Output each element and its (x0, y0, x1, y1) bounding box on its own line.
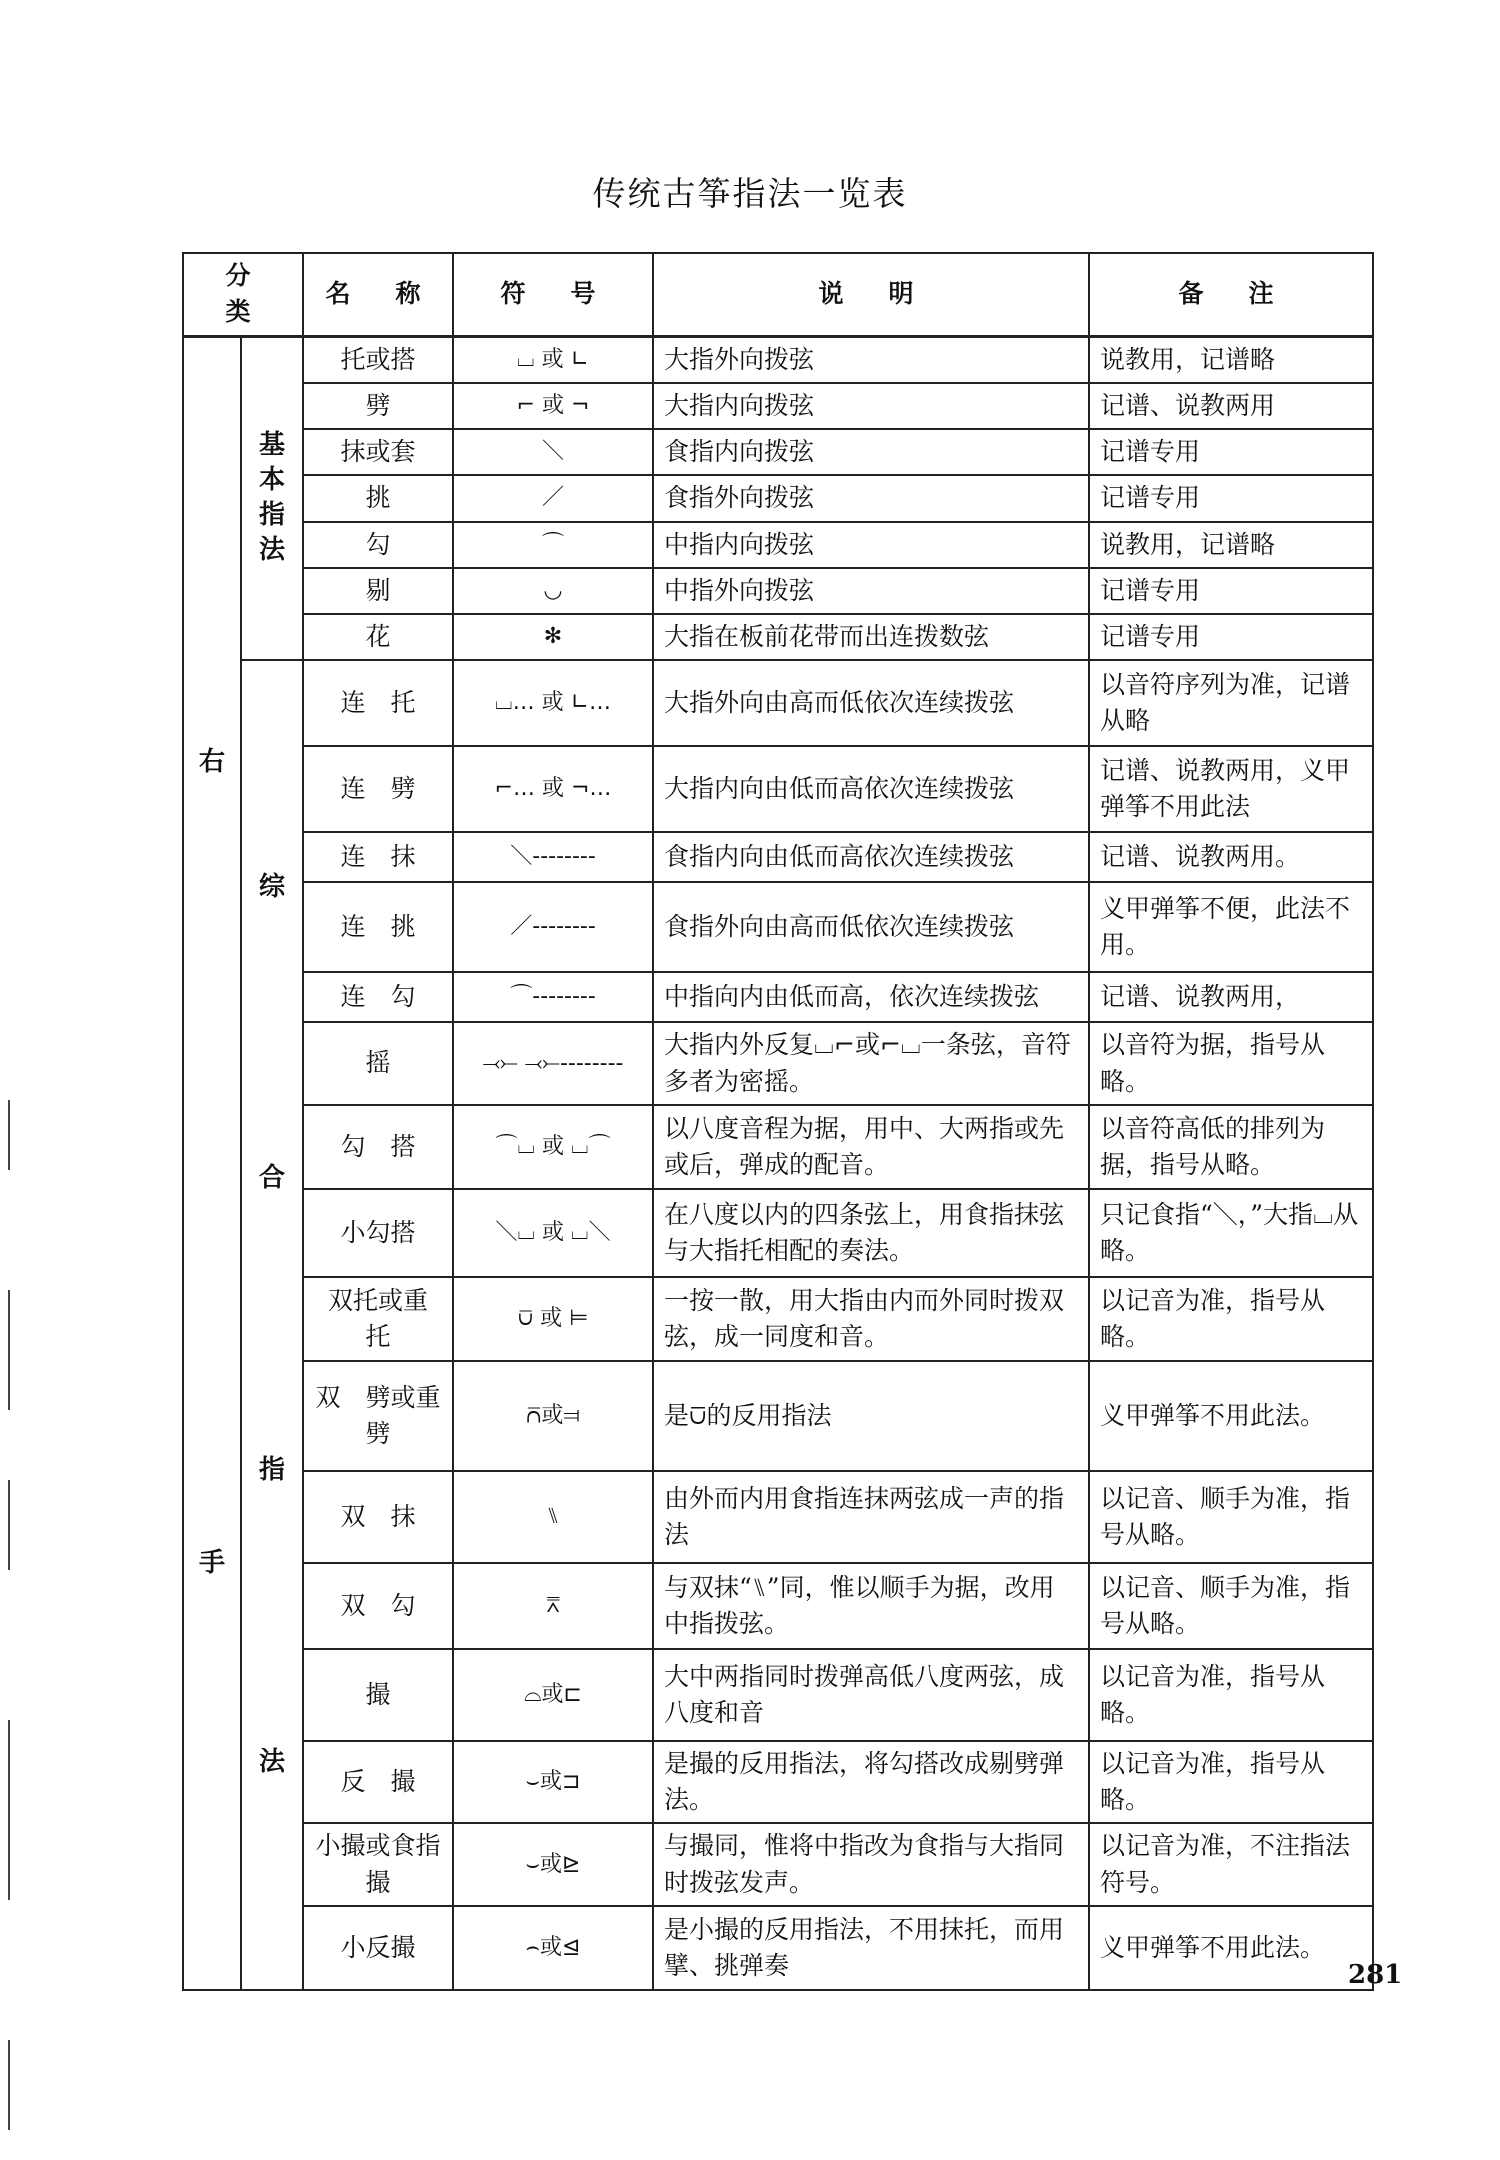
row-name: 双托或重 托 (303, 1277, 453, 1361)
row-description: 大指外向拨弦 (653, 336, 1089, 383)
row-description: 食指外向由高而低依次连续拨弦 (653, 882, 1089, 972)
table-row (183, 1906, 1373, 1990)
margin-line (8, 1290, 10, 1410)
header-name: 名 称 (303, 253, 453, 336)
row-name: 连 劈 (303, 746, 453, 832)
table-row (183, 1189, 1373, 1277)
row-symbol: ⌒⌴ 或 ⌴⌒ (453, 1105, 653, 1189)
row-remark: 义甲弹筝不用此法。 (1089, 1361, 1373, 1471)
row-remark: 记谱、说教两用， (1089, 972, 1373, 1022)
row-remark: 以记音为准，指号从略。 (1089, 1649, 1373, 1741)
table-row (183, 1649, 1373, 1741)
row-remark: 记谱专用 (1089, 568, 1373, 614)
row-description: 与撮同，惟将中指改为食指与大指同时拨弦发声。 (653, 1823, 1089, 1906)
margin-line (8, 2040, 10, 2130)
row-symbol: ＼ (453, 429, 653, 475)
row-remark: 只记食指“＼，”大指⌴从略。 (1089, 1189, 1373, 1277)
row-symbol: ⌴ 或 ∟ (453, 336, 653, 383)
table-row (183, 1361, 1373, 1471)
table-row (183, 882, 1373, 972)
row-remark: 以音符高低的排列为据，指号从略。 (1089, 1105, 1373, 1189)
row-description: 是撮的反用指法，将勾搭改成剔劈弹法。 (653, 1741, 1089, 1824)
row-remark: 以记音、顺手为准，指号从略。 (1089, 1471, 1373, 1563)
row-name: 花 (303, 614, 453, 660)
margin-line (8, 1720, 10, 1900)
table-row (183, 429, 1373, 475)
row-name: 连 托 (303, 660, 453, 746)
row-remark: 以记音为准，不注指法符号。 (1089, 1823, 1373, 1906)
row-symbol: ／-------- (453, 882, 653, 972)
row-name: 反 撮 (303, 1741, 453, 1824)
table-row (183, 746, 1373, 832)
row-description: 大指在板前花带而出连拨数弦 (653, 614, 1089, 660)
row-symbol: ／ (453, 475, 653, 521)
page-title: 传统古筝指法一览表 (592, 174, 908, 213)
table-row (183, 336, 1373, 383)
category-combined-char1: 综 (259, 871, 286, 902)
row-remark: 以记音为准，指号从略。 (1089, 1277, 1373, 1361)
row-description: 由外而内用食指连抹两弦成一声的指法 (653, 1471, 1089, 1563)
row-name: 双 劈或重 劈 (303, 1361, 453, 1471)
row-remark: 记谱、说教两用。 (1089, 832, 1373, 882)
row-remark: 说教用，记谱略 (1089, 336, 1373, 383)
category-combined-char2: 合 (259, 1163, 286, 1194)
category-combined-char3: 指 (259, 1455, 286, 1485)
category-combined (241, 660, 303, 1990)
row-description: 在八度以内的四条弦上，用食指抹弦与大指托相配的奏法。 (653, 1189, 1089, 1277)
row-name: 连 挑 (303, 882, 453, 972)
header-category: 分 类 (183, 253, 303, 336)
row-symbol: ⌐ 或 ¬ (453, 383, 653, 429)
row-description: 以八度音程为据，用中、大两指或先或后，弹成的配音。 (653, 1105, 1089, 1189)
header-symbol: 符 号 (453, 253, 653, 336)
row-symbol: ＼⌴ 或 ⌴＼ (453, 1189, 653, 1277)
table-row (183, 1563, 1373, 1649)
table-row (183, 475, 1373, 521)
row-name: 抹或套 (303, 429, 453, 475)
row-symbol: ⌣或⊐ (453, 1741, 653, 1824)
row-name: 托或搭 (303, 336, 453, 383)
row-name: 小撮或食指撮 (303, 1823, 453, 1906)
row-name: 劈 (303, 383, 453, 429)
row-remark: 说教用，记谱略 (1089, 522, 1373, 568)
page-number: 281 (1348, 1960, 1403, 1990)
row-description: 大指外向由高而低依次连续拨弦 (653, 660, 1089, 746)
category-right-hand-char1: 右 (198, 746, 225, 777)
row-remark: 以音符序列为准，记谱从略 (1089, 660, 1373, 746)
row-symbol: ⌒-------- (453, 972, 653, 1022)
row-description: 中指内向拨弦 (653, 522, 1089, 568)
table-row (183, 972, 1373, 1022)
row-description: 与双抹“⑊”同，惟以顺手为据，改用中指拨弦。 (653, 1563, 1089, 1649)
category-basic-label: 基本指法 (259, 430, 286, 566)
row-symbol: ⩂ 或 ⊨ (453, 1277, 653, 1361)
table-row (183, 522, 1373, 568)
row-name: 小反撮 (303, 1906, 453, 1990)
row-name: 剔 (303, 568, 453, 614)
row-symbol: ⤙⤚ ⤙⤚-------- (453, 1022, 653, 1105)
row-description: 大中两指同时拨弹高低八度两弦，成八度和音 (653, 1649, 1089, 1741)
row-remark: 以记音、顺手为准，指号从略。 (1089, 1563, 1373, 1649)
row-symbol: ＼-------- (453, 832, 653, 882)
table-row (183, 1022, 1373, 1105)
row-symbol: ⌢或⊴ (453, 1906, 653, 1990)
row-symbol: ✻ (453, 614, 653, 660)
row-name: 双 抹 (303, 1471, 453, 1563)
row-symbol: ◡ (453, 568, 653, 614)
row-name: 连 勾 (303, 972, 453, 1022)
table-row (183, 1105, 1373, 1189)
row-description: 是小撮的反用指法，不用抹托，而用擘、挑弹奏 (653, 1906, 1089, 1990)
table-row (183, 1741, 1373, 1824)
row-remark: 记谱专用 (1089, 429, 1373, 475)
row-description: 大指内外反复⌴⌐或⌐⌴一条弦，音符多者为密摇。 (653, 1022, 1089, 1105)
table-row (183, 383, 1373, 429)
row-description: 是⩂的反用指法 (653, 1361, 1089, 1471)
category-right-hand (183, 336, 241, 1990)
row-name: 勾 搭 (303, 1105, 453, 1189)
category-right-hand-char2: 手 (198, 1548, 225, 1579)
category-basic (241, 336, 303, 660)
row-name: 摇 (303, 1022, 453, 1105)
fingering-table (182, 252, 1374, 1991)
row-remark: 义甲弹筝不用此法。 (1089, 1906, 1373, 1990)
table-row (183, 614, 1373, 660)
row-remark: 记谱、说教两用，义甲弹筝不用此法 (1089, 746, 1373, 832)
table-row (183, 1471, 1373, 1563)
row-symbol: ⩞ (453, 1563, 653, 1649)
row-name: 小勾搭 (303, 1189, 453, 1277)
row-symbol: ⑊ (453, 1471, 653, 1563)
row-description: 中指外向拨弦 (653, 568, 1089, 614)
row-name: 挑 (303, 475, 453, 521)
category-combined-char4: 法 (259, 1746, 286, 1777)
row-description: 大指内向由低而高依次连续拨弦 (653, 746, 1089, 832)
row-name: 双 勾 (303, 1563, 453, 1649)
row-symbol: ⌣或⊵ (453, 1823, 653, 1906)
row-name: 连 抹 (303, 832, 453, 882)
table-row (183, 1823, 1373, 1906)
row-description: 中指向内由低而高，依次连续拨弦 (653, 972, 1089, 1022)
row-symbol: ⌐… 或 ¬… (453, 746, 653, 832)
row-symbol: ⩃或⫤ (453, 1361, 653, 1471)
header-description: 说 明 (653, 253, 1089, 336)
header-row (183, 253, 1373, 336)
row-description: 食指内向由低而高依次连续拨弦 (653, 832, 1089, 882)
row-remark: 以记音为准，指号从略。 (1089, 1741, 1373, 1824)
row-remark: 记谱、说教两用 (1089, 383, 1373, 429)
row-remark: 记谱专用 (1089, 614, 1373, 660)
row-name: 勾 (303, 522, 453, 568)
table-row (183, 1277, 1373, 1361)
row-symbol: ⌓或⊏ (453, 1649, 653, 1741)
row-symbol: ⌴… 或 ∟… (453, 660, 653, 746)
row-description: 食指外向拨弦 (653, 475, 1089, 521)
row-remark: 以音符为据，指号从略。 (1089, 1022, 1373, 1105)
header-remark: 备 注 (1089, 253, 1373, 336)
row-remark: 记谱专用 (1089, 475, 1373, 521)
row-remark: 义甲弹筝不便，此法不用。 (1089, 882, 1373, 972)
row-description: 一按一散，用大指由内而外同时拨双弦，成一同度和音。 (653, 1277, 1089, 1361)
row-description: 食指内向拨弦 (653, 429, 1089, 475)
table-row (183, 832, 1373, 882)
row-description: 大指内向拨弦 (653, 383, 1089, 429)
row-symbol: ⌒ (453, 522, 653, 568)
margin-line (8, 1480, 10, 1570)
table-row (183, 568, 1373, 614)
table-row (183, 660, 1373, 746)
margin-line (8, 1100, 10, 1170)
row-name: 撮 (303, 1649, 453, 1741)
